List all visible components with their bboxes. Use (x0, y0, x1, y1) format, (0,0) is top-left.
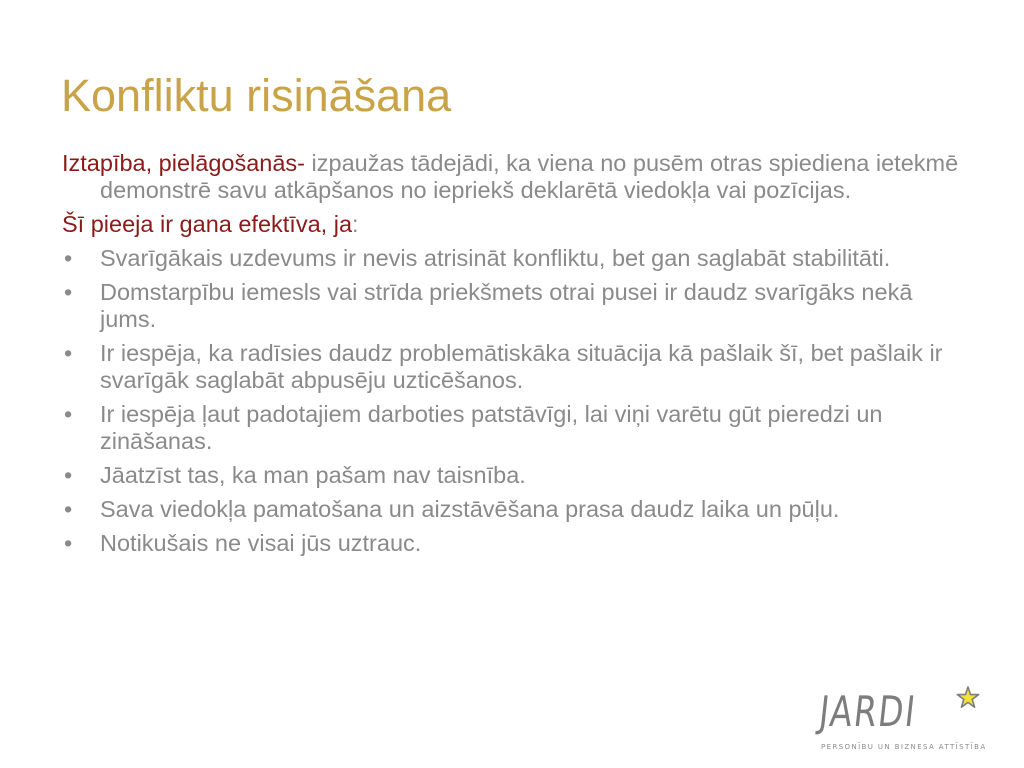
bullet-list (62, 245, 972, 557)
bullet-marker: • (64, 496, 73, 522)
bullet-text: Jāatzīst tas, ka man pašam nav taisnība. (100, 462, 526, 488)
effective-colon: : (352, 211, 359, 237)
slide-title: Konfliktu risināšana (61, 70, 452, 121)
list-item (62, 401, 972, 455)
bullet-text: Sava viedokļa pamatošana un aizstāvēšana prasa daudz laika un pūļu. (100, 496, 840, 522)
intro-term: Iztapība, pielāgošanās- (62, 150, 305, 176)
bullet-text: Domstarpību iemesls vai strīda priekšmets otrai pusei ir daudz svarīgāks nekā jums. (100, 279, 913, 332)
star-icon-graphic (956, 686, 980, 710)
list-item (62, 245, 972, 272)
bullet-text: Ir iespēja ļaut padotajiem darboties patstāvīgi, lai viņi varētu gūt pieredzi un zināšanas. (100, 401, 883, 454)
bullet-text: Svarīgākais uzdevums ir nevis atrisināt konfliktu, bet gan saglabāt stabilitāti. (100, 245, 891, 271)
list-item (62, 462, 972, 489)
logo-tagline: PERSONĪBU UN BIZNESA ATTĪSTĪBA (821, 743, 987, 751)
effective-label: Šī pieeja ir gana efektīva, ja (62, 211, 353, 237)
intro-definition: izpaužas tādejādi, ka viena no pusēm otras spiediena ietekmē demonstrē savu atkāpšanos no iepriekš deklarētā viedokļa vai pozīcijas. (100, 150, 959, 203)
bullet-marker: • (64, 245, 73, 271)
bullet-marker: • (64, 462, 73, 488)
bullet-marker: • (64, 401, 73, 427)
list-item (62, 340, 972, 394)
slide-content (62, 150, 972, 564)
bullet-marker: • (64, 279, 73, 305)
list-item (62, 496, 972, 523)
bullet-marker: • (64, 530, 73, 556)
intro-paragraph (62, 150, 972, 204)
company-logo (816, 686, 990, 756)
effective-heading (62, 211, 972, 238)
bullet-text: Ir iespēja, ka radīsies daudz problemātiskāka situācija kā pašlaik šī, bet pašlaik ir svarīgāk saglabāt abpusēju uzticēšanos. (100, 340, 943, 393)
bullet-marker: • (64, 340, 73, 366)
logo-wordmark: JARDI (816, 687, 920, 736)
star-icon (956, 686, 980, 710)
bullet-text: Notikušais ne visai jūs uztrauc. (100, 530, 422, 556)
list-item (62, 279, 972, 333)
list-item (62, 530, 972, 557)
